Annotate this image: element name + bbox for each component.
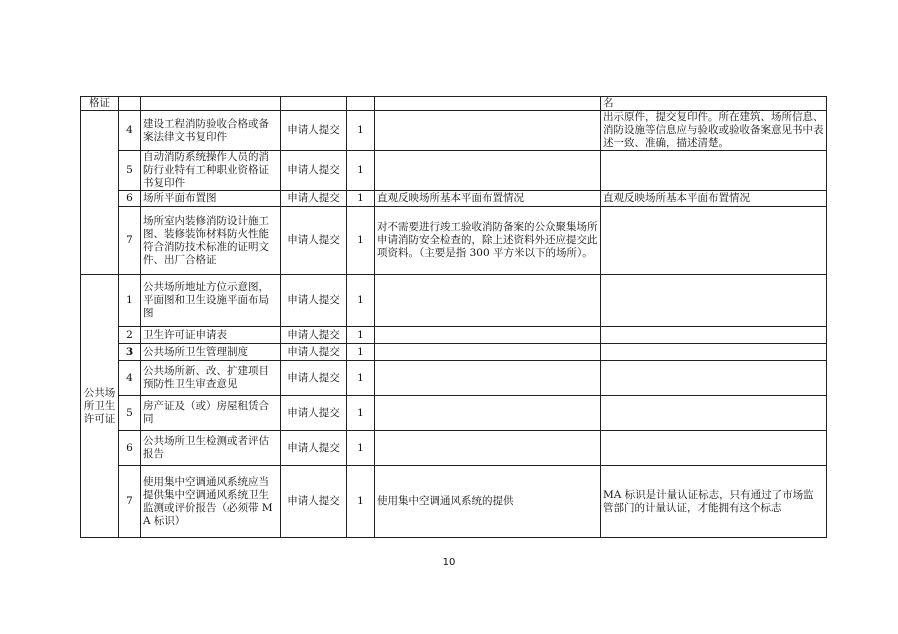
material-cell <box>141 97 281 111</box>
count-cell: 1 <box>347 151 375 191</box>
submitter-cell: 申请人提交 <box>281 111 347 151</box>
condition-cell <box>375 97 601 111</box>
index-cell: 5 <box>119 396 141 431</box>
condition-cell <box>375 431 601 466</box>
material-cell: 房产证及（或）房屋租赁合同 <box>141 396 281 431</box>
condition-cell <box>375 361 601 396</box>
index-cell: 2 <box>119 327 141 344</box>
note-cell <box>601 431 827 466</box>
submitter-cell: 申请人提交 <box>281 344 347 361</box>
category-cell <box>81 111 119 275</box>
submitter-cell: 申请人提交 <box>281 396 347 431</box>
table-row <box>81 466 827 538</box>
note-cell <box>601 207 827 275</box>
submitter-cell: 申请人提交 <box>281 466 347 538</box>
index-cell: 6 <box>119 431 141 466</box>
table-row <box>81 431 827 466</box>
note-cell: MA 标识是计量认证标志，只有通过了市场监管部门的计量认证，才能拥有这个标志 <box>601 466 827 538</box>
condition-cell <box>375 111 601 151</box>
count-cell: 1 <box>347 466 375 538</box>
submitter-cell: 申请人提交 <box>281 327 347 344</box>
material-cell: 使用集中空调通风系统应当提供集中空调通风系统卫生监测或评价报告（必须带 MA 标识） <box>141 466 281 538</box>
note-cell: 出示原件，提交复印件。所在建筑、场所信息、消防设施等信息应与验收或验收备案意见书中表述一致、准确，描述清楚。 <box>601 111 827 151</box>
material-cell: 场所平面布置图 <box>141 191 281 207</box>
table-row <box>81 327 827 344</box>
condition-cell <box>375 396 601 431</box>
submitter-cell: 申请人提交 <box>281 361 347 396</box>
submitter-cell: 申请人提交 <box>281 191 347 207</box>
table-row <box>81 361 827 396</box>
note-cell <box>601 361 827 396</box>
index-cell <box>119 97 141 111</box>
note-cell <box>601 396 827 431</box>
count-cell: 1 <box>347 361 375 396</box>
submitter-cell: 申请人提交 <box>281 207 347 275</box>
index-cell: 4 <box>119 361 141 396</box>
submitter-cell: 申请人提交 <box>281 275 347 327</box>
table-row <box>81 207 827 275</box>
condition-cell: 使用集中空调通风系统的提供 <box>375 466 601 538</box>
table-row <box>81 111 827 151</box>
index-cell: 5 <box>119 151 141 191</box>
count-cell: 1 <box>347 275 375 327</box>
category-cell: 公共场所卫生许可证 <box>81 275 119 538</box>
table-row <box>81 344 827 361</box>
note-cell <box>601 344 827 361</box>
count-cell: 1 <box>347 327 375 344</box>
material-cell: 公共场所卫生检测或者评估报告 <box>141 431 281 466</box>
count-cell: 1 <box>347 111 375 151</box>
material-cell: 公共场所地址方位示意图，平面图和卫生设施平面布局图 <box>141 275 281 327</box>
note-cell: 直观反映场所基本平面布置情况 <box>601 191 827 207</box>
note-cell <box>601 275 827 327</box>
table-row <box>81 151 827 191</box>
submitter-cell: 申请人提交 <box>281 151 347 191</box>
count-cell <box>347 97 375 111</box>
table-row <box>81 275 827 327</box>
material-cell: 公共场所卫生管理制度 <box>141 344 281 361</box>
count-cell: 1 <box>347 207 375 275</box>
count-cell: 1 <box>347 344 375 361</box>
material-cell: 卫生许可证申请表 <box>141 327 281 344</box>
condition-cell <box>375 327 601 344</box>
condition-cell <box>375 275 601 327</box>
index-cell: 1 <box>119 275 141 327</box>
note-cell <box>601 327 827 344</box>
table-row <box>81 191 827 207</box>
table-row <box>81 97 827 111</box>
submitter-cell <box>281 97 347 111</box>
material-cell: 公共场所新、改、扩建项目预防性卫生审查意见 <box>141 361 281 396</box>
count-cell: 1 <box>347 431 375 466</box>
table-row <box>81 396 827 431</box>
condition-cell <box>375 344 601 361</box>
index-cell: 6 <box>119 191 141 207</box>
material-cell: 建设工程消防验收合格或备案法律文书复印件 <box>141 111 281 151</box>
material-cell: 场所室内装修消防设计施工图、装修装饰材料防火性能符合消防技术标准的证明文件、出厂合格证 <box>141 207 281 275</box>
note-cell <box>601 151 827 191</box>
index-cell: 7 <box>119 466 141 538</box>
submitter-cell: 申请人提交 <box>281 431 347 466</box>
condition-cell: 对不需要进行竣工验收消防备案的公众聚集场所申请消防安全检查的，除上述资料外还应提交此项资料。（主要是指 300 平方米以下的场所）。 <box>375 207 601 275</box>
index-cell: 3 <box>119 344 141 361</box>
index-cell: 4 <box>119 111 141 151</box>
condition-cell <box>375 151 601 191</box>
count-cell: 1 <box>347 191 375 207</box>
note-cell: 名 <box>601 97 827 111</box>
page-number: 10 <box>442 557 456 568</box>
condition-cell: 直观反映场所基本平面布置情况 <box>375 191 601 207</box>
material-cell: 自动消防系统操作人员的消防行业特有工种职业资格证书复印件 <box>141 151 281 191</box>
index-cell: 7 <box>119 207 141 275</box>
count-cell: 1 <box>347 396 375 431</box>
category-cell: 格证 <box>81 97 119 111</box>
materials-table <box>80 96 827 538</box>
